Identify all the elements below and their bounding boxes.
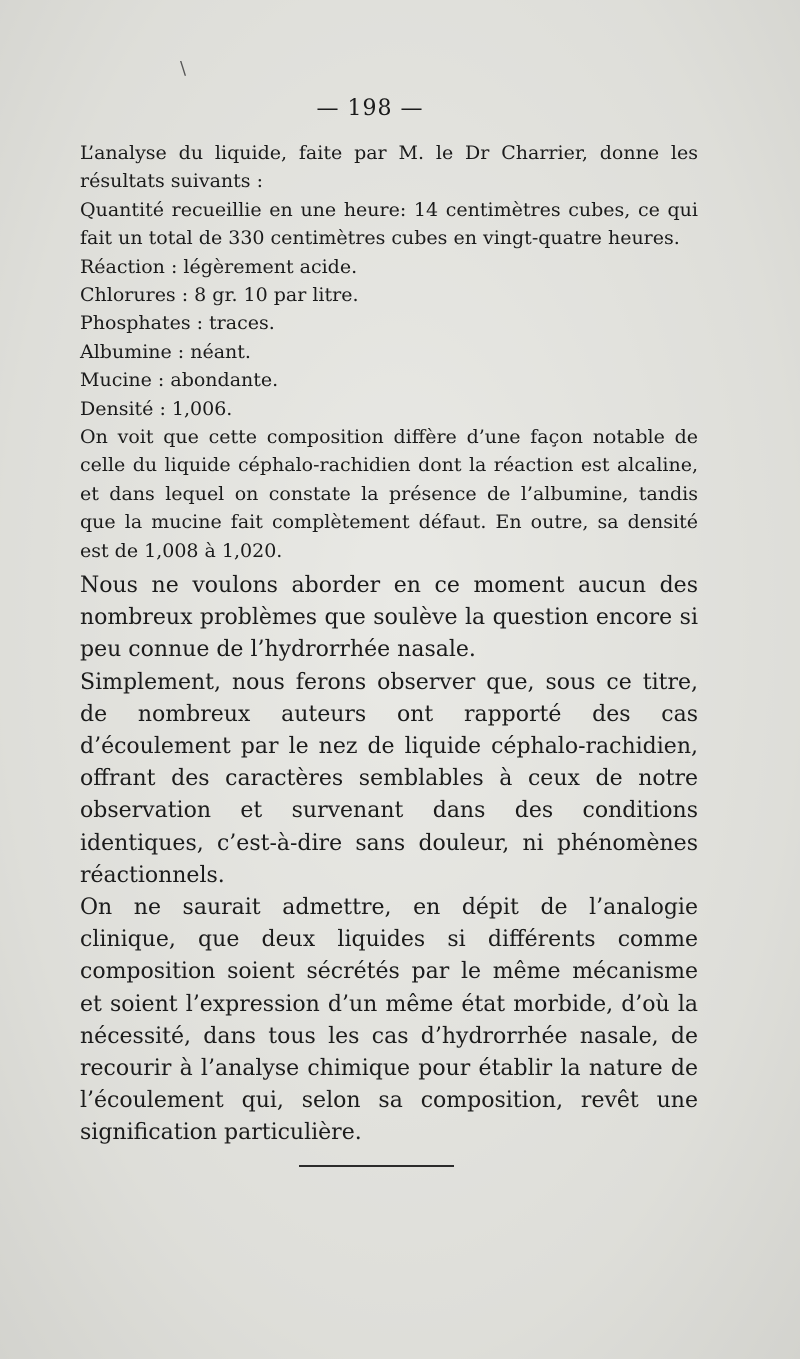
- end-rule: [299, 1165, 454, 1167]
- discussion-section: [80, 570, 698, 1150]
- analysis-item-chlorures: Chlorures : 8 gr. 10 par litre.: [80, 284, 359, 307]
- analysis-quantity: Quantité recueillie en une heure: 14 centimètres cubes, ce qui fait un total de 330 centimètres cubes en vingt-quatre heures.: [80, 198, 698, 250]
- analysis-item-albumine: Albumine : néant.: [80, 340, 251, 363]
- analysis-intro: L’analyse du liquide, faite par M. le Dr Charrier, donne les résultats suivants :: [80, 142, 698, 193]
- analysis-item-mucine: Mucine : abondante.: [80, 369, 279, 392]
- print-speck: \: [180, 58, 187, 79]
- analysis-comparison: On voit que cette composition diffère d’une façon notable de celle du liquide céphalo-rachidien dont la réaction est alcaline, et dans lequel on constate la présence de l’albumine, tandis que la mucine fait complètement défaut. En outre, sa densité est de 1,008 à 1,020.: [80, 426, 698, 562]
- analysis-item-reaction: Réaction : légèrement acide.: [80, 255, 358, 278]
- analysis-section: [80, 139, 698, 565]
- analysis-item-phosphates: Phosphates : traces.: [80, 312, 275, 335]
- discussion-paragraph-1: Nous ne voulons aborder en ce moment aucun des nombreux problèmes que soulève la question encore si peu connue de l’hydrorrhée nasale.: [80, 573, 698, 663]
- page-number: — 198 —: [316, 96, 424, 121]
- analysis-item-densite: Densité : 1,006.: [80, 397, 233, 420]
- discussion-paragraph-2: Simplement, nous ferons observer que, sous ce titre, de nombreux auteurs ont rapporté des cas d’écoulement par le nez de liquide céphalo-rachidien, offrant des caractères semblables à ceux de notre observation et survenant dans des conditions identiques, c’est-à-dire sans douleur, ni phénomènes réactionnels.: [80, 669, 698, 888]
- discussion-paragraph-3: On ne saurait admettre, en dépit de l’analogie clinique, que deux liquides si différents comme composition soient sécrétés par le même mécanisme et soient l’expression d’un même état morbide, d’où la nécessité, dans tous les cas d’hydrorrhée nasale, de recourir à l’analyse chimique pour établir la nature de l’écoulement qui, selon sa composition, revêt une signification particulière.: [80, 895, 698, 1146]
